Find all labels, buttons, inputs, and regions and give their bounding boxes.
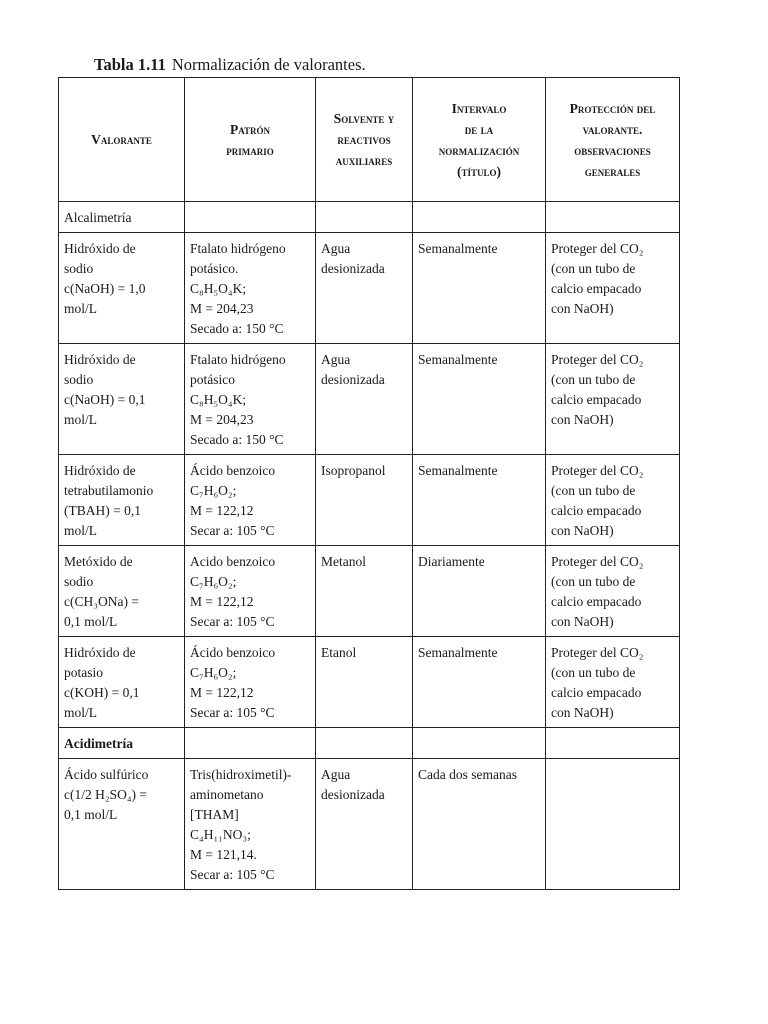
section-empty-cell [546, 728, 680, 759]
cell-line: Metóxido de [64, 554, 133, 569]
header-line: observaciones [574, 142, 651, 158]
cell-line: Etanol [321, 645, 357, 660]
cell-line: Secar a: 105 °C [190, 705, 275, 720]
header-line: Intervalo [451, 100, 507, 116]
cell-patron [185, 233, 316, 344]
table-row [59, 455, 680, 546]
cell-proteccion [546, 637, 680, 728]
table-row [59, 759, 680, 890]
cell-valorante [59, 455, 185, 546]
cell-line: C₇H₆O₂; [190, 574, 237, 589]
cell-line: Diariamente [418, 554, 485, 569]
cell-line: (con un tubo de [551, 665, 636, 680]
cell-line: Hidróxido de [64, 352, 136, 367]
cell-line: Proteger del CO₂ [551, 241, 644, 256]
cell-patron [185, 637, 316, 728]
cell-line: con NaOH) [551, 705, 614, 720]
cell-line: c(KOH) = 0,1 [64, 685, 140, 700]
table-row [59, 546, 680, 637]
cell-line: Agua [321, 241, 351, 256]
cell-intervalo [413, 455, 546, 546]
header-solvente [316, 78, 413, 202]
cell-line: Hidróxido de [64, 463, 136, 478]
cell-line: Metanol [321, 554, 366, 569]
header-line: normalización [438, 142, 520, 158]
cell-proteccion [546, 233, 680, 344]
section-label: Acidimetría [59, 728, 185, 759]
cell-line: desionizada [321, 261, 385, 276]
cell-line: aminometano [190, 787, 264, 802]
cell-line: c(CH₃ONa) = [64, 594, 139, 609]
cell-line: C₇H₆O₂; [190, 483, 237, 498]
cell-valorante [59, 233, 185, 344]
cell-line: mol/L [64, 301, 97, 316]
section-empty-cell [413, 728, 546, 759]
table-row [59, 344, 680, 455]
cell-line: Proteger del CO₂ [551, 554, 644, 569]
cell-line: Proteger del CO₂ [551, 463, 644, 478]
cell-solvente [316, 233, 413, 344]
cell-valorante [59, 637, 185, 728]
cell-line: 0,1 mol/L [64, 807, 118, 822]
cell-line: Semanalmente [418, 645, 498, 660]
cell-line: Proteger del CO₂ [551, 352, 644, 367]
header-line: auxiliares [335, 153, 393, 168]
cell-line: Tris(hidroximetil)- [190, 767, 292, 782]
cell-line: Hidróxido de [64, 241, 136, 256]
cell-line: Secar a: 105 °C [190, 523, 275, 538]
table-row [59, 637, 680, 728]
cell-line: C₈H₅O₄K; [190, 392, 247, 407]
cell-line: M = 122,12 [190, 503, 254, 518]
header-intervalo [413, 78, 546, 202]
cell-line: M = 122,12 [190, 685, 254, 700]
cell-patron [185, 344, 316, 455]
cell-valorante [59, 344, 185, 455]
cell-line: Isopropanol [321, 463, 386, 478]
cell-line: Ácido benzoico [190, 645, 276, 660]
cell-line: mol/L [64, 523, 97, 538]
cell-proteccion [546, 546, 680, 637]
cell-line: sodio [64, 574, 94, 589]
cell-line: c(NaOH) = 0,1 [64, 392, 146, 407]
cell-line: mol/L [64, 705, 97, 720]
header-proteccion [546, 78, 680, 202]
section-empty-cell [316, 728, 413, 759]
valorantes-table [58, 77, 680, 890]
table-body [59, 202, 680, 890]
cell-line: C₈H₅O₄K; [190, 281, 247, 296]
cell-line: M = 121,14. [190, 847, 257, 862]
cell-line: con NaOH) [551, 301, 614, 316]
cell-line: (con un tubo de [551, 574, 636, 589]
cell-line: Secar a: 105 °C [190, 867, 275, 882]
section-row [59, 202, 680, 233]
cell-line: Semanalmente [418, 463, 498, 478]
cell-line: calcio empacado [551, 392, 642, 407]
cell-line: Ácido benzoico [190, 463, 276, 478]
header-valorante [59, 78, 185, 202]
header-line: Protección del [569, 100, 656, 116]
cell-line: calcio empacado [551, 503, 642, 518]
header-line: (título) [456, 163, 501, 179]
cell-line: calcio empacado [551, 594, 642, 609]
header-line: primario [226, 142, 274, 158]
cell-line: sodio [64, 261, 94, 276]
cell-line: M = 204,23 [190, 412, 254, 427]
cell-line: desionizada [321, 787, 385, 802]
cell-proteccion [546, 759, 680, 890]
table-row [59, 233, 680, 344]
cell-line: c(1/2 H₂SO₄) = [64, 787, 148, 802]
cell-line: (con un tubo de [551, 372, 636, 387]
cell-line: con NaOH) [551, 614, 614, 629]
cell-line: Hidróxido de [64, 645, 136, 660]
cell-solvente [316, 455, 413, 546]
cell-line: potasio [64, 665, 103, 680]
cell-patron [185, 455, 316, 546]
section-empty-cell [185, 728, 316, 759]
cell-intervalo [413, 759, 546, 890]
cell-valorante [59, 546, 185, 637]
section-empty-cell [316, 202, 413, 233]
cell-solvente [316, 546, 413, 637]
cell-proteccion [546, 455, 680, 546]
cell-line: potásico. [190, 261, 239, 276]
cell-intervalo [413, 637, 546, 728]
cell-line: tetrabutilamonio [64, 483, 154, 498]
header-row [59, 78, 680, 202]
cell-intervalo [413, 344, 546, 455]
cell-intervalo [413, 233, 546, 344]
cell-line: Agua [321, 352, 351, 367]
cell-line: Ftalato hidrógeno [190, 352, 286, 367]
cell-line: Ftalato hidrógeno [190, 241, 286, 256]
section-empty-cell [185, 202, 316, 233]
cell-valorante [59, 759, 185, 890]
cell-line: calcio empacado [551, 281, 642, 296]
header-line: reactivos [337, 132, 391, 147]
cell-intervalo [413, 546, 546, 637]
caption-text: Normalización de valorantes. [171, 55, 366, 74]
cell-line: Acido benzoico [190, 554, 276, 569]
section-label: Alcalimetría [59, 202, 185, 233]
cell-line: C₄H₁₁NO₃; [190, 827, 251, 842]
header-line: Solvente y [333, 111, 395, 126]
cell-line: (con un tubo de [551, 261, 636, 276]
cell-line: [THAM] [190, 807, 239, 822]
cell-solvente [316, 759, 413, 890]
cell-line: Secado a: 150 °C [190, 432, 284, 447]
header-patron [185, 78, 316, 202]
cell-line: calcio empacado [551, 685, 642, 700]
cell-line: Secado a: 150 °C [190, 321, 284, 336]
header-line: Valorante [91, 132, 152, 147]
section-empty-cell [546, 202, 680, 233]
header-line: generales [584, 163, 641, 179]
section-row [59, 728, 680, 759]
cell-line: mol/L [64, 412, 97, 427]
header-line: valorante. [582, 121, 643, 137]
cell-patron [185, 759, 316, 890]
cell-line: M = 204,23 [190, 301, 254, 316]
cell-line: desionizada [321, 372, 385, 387]
section-empty-cell [413, 202, 546, 233]
cell-line: 0,1 mol/L [64, 614, 118, 629]
table-caption [94, 55, 366, 75]
cell-solvente [316, 344, 413, 455]
cell-line: Semanalmente [418, 241, 498, 256]
cell-proteccion [546, 344, 680, 455]
cell-line: M = 122,12 [190, 594, 254, 609]
cell-solvente [316, 637, 413, 728]
caption-label: Tabla 1.11 [94, 55, 166, 74]
cell-line: Semanalmente [418, 352, 498, 367]
cell-line: C₇H₆O₂; [190, 665, 237, 680]
cell-line: (TBAH) = 0,1 [64, 503, 141, 518]
cell-line: Proteger del CO₂ [551, 645, 644, 660]
header-line: Patrón [229, 121, 271, 137]
cell-line: Cada dos semanas [418, 767, 517, 782]
cell-line: con NaOH) [551, 523, 614, 538]
cell-line: c(NaOH) = 1,0 [64, 281, 146, 296]
cell-line: Ácido sulfúrico [64, 767, 149, 782]
cell-patron [185, 546, 316, 637]
cell-line: con NaOH) [551, 412, 614, 427]
cell-line: Secar a: 105 °C [190, 614, 275, 629]
cell-line: potásico [190, 372, 235, 387]
cell-line: (con un tubo de [551, 483, 636, 498]
cell-line: sodio [64, 372, 94, 387]
header-line: de la [464, 121, 494, 137]
cell-line: Agua [321, 767, 351, 782]
